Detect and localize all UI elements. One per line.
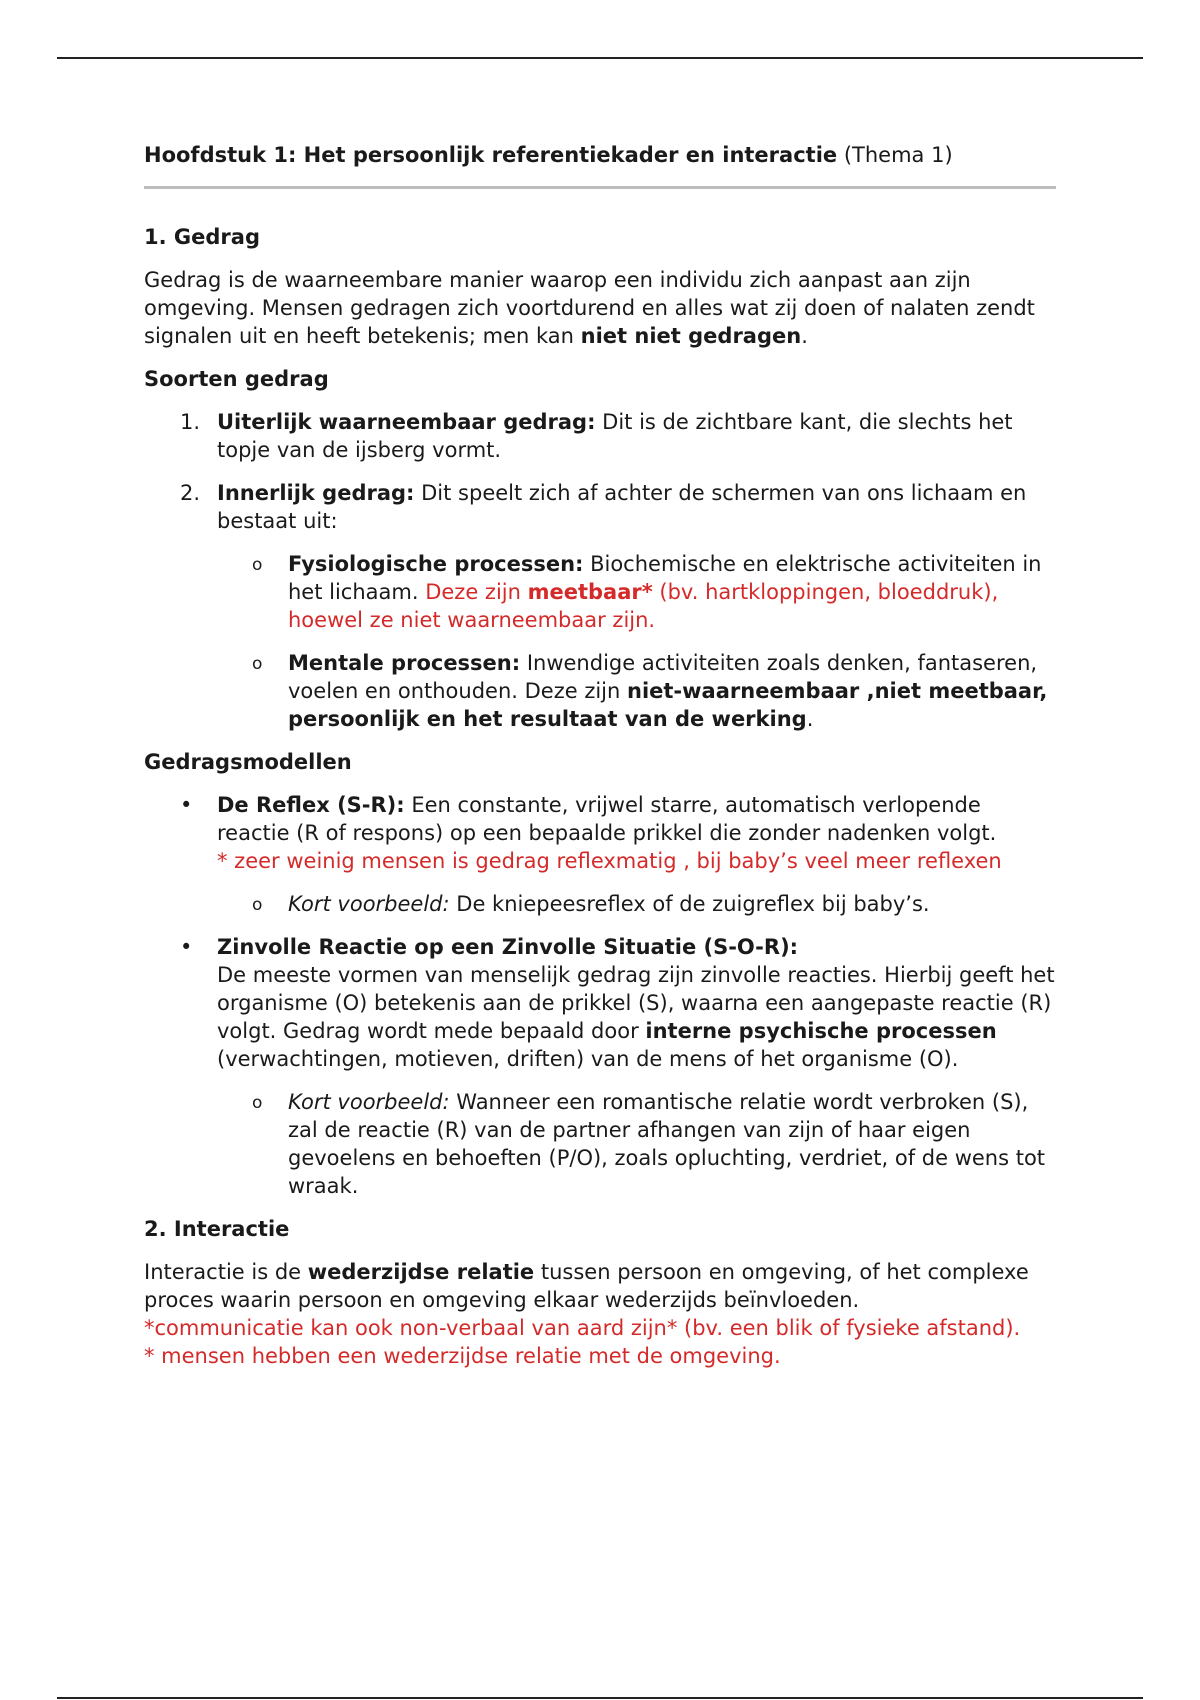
subheading-gedragsmodellen: Gedragsmodellen: [144, 750, 352, 774]
section-heading-gedrag: 1. Gedrag: [144, 225, 260, 249]
reflex-note: * zeer weinig mensen is gedrag reflexmatig , bij baby’s veel meer reflexen: [217, 849, 1002, 873]
list-item-innerlijk-gedrag: 2. Innerlijk gedrag: Dit speelt zich af achter de schermen van ons lichaam en bestaat uit:: [180, 481, 1027, 533]
chapter-title-bold: Hoofdstuk 1: Het persoonlijk referentiekader en interactie: [144, 143, 838, 167]
document-body: [144, 141, 1056, 1370]
page-bottom-rule: [57, 1697, 1143, 1699]
chapter-title-theme: (Thema 1): [843, 143, 953, 167]
circle-bullet-icon: o: [252, 1093, 263, 1113]
interactie-note-2: * mensen hebben een wederzijdse relatie met de omgeving.: [144, 1344, 781, 1368]
interactie-note-1: *communicatie kan ook non-verbaal van aard zijn* (bv. een blik of fysieke afstand).: [144, 1316, 1021, 1340]
interactie-definition: Interactie is de wederzijdse relatie tussen persoon en omgeving, of het complexe proces waarin persoon en omgeving elkaar wederzijds beïnvloeden. *communicatie kan ook non-verbaal van aard zijn* (bv. een blik of fysieke afstand). * mensen hebben een wederzijdse relatie met de omgeving.: [144, 1260, 1029, 1368]
sublist-item-sor-example: o Kort voorbeeld: Wanneer een romantische relatie wordt verbroken (S), zal de reactie (R) van de partner afhangen van zijn of haar eigen gevoelens en behoeften (P/O), zoals opluchting, verdriet, of de wens tot wraak.: [252, 1090, 1046, 1198]
page-top-rule: [57, 57, 1143, 59]
list-item-reflex-model: • De Reflex (S-R): Een constante, vrijwel starre, automatisch verlopende reactie (R of respons) op een bepaalde prikkel die zonder nadenken volgt. * zeer weinig mensen is gedrag reflexmatig , bij baby’s veel meer reflexen: [180, 793, 1002, 873]
chapter-title: [144, 141, 1056, 189]
subheading-soorten-gedrag: Soorten gedrag: [144, 367, 329, 391]
circle-bullet-icon: o: [252, 895, 263, 915]
gedrag-definition: Gedrag is de waarneembare manier waarop een individu zich aanpast aan zijn omgeving. Mensen gedragen zich voortdurend en alles wat zij doen of nalaten zendt signalen uit en heeft betekenis; men kan niet niet gedragen.: [144, 268, 1035, 348]
sublist-item-reflex-example: o Kort voorbeeld: De kniepeesreflex of de zuigreflex bij baby’s.: [144, 890, 1056, 918]
circle-bullet-icon: o: [252, 555, 263, 575]
bullet-icon: •: [180, 935, 193, 959]
list-item-sor-model: • Zinvolle Reactie op een Zinvolle Situatie (S-O-R): De meeste vormen van menselijk gedrag zijn zinvolle reacties. Hierbij geeft het organisme (O) betekenis aan de prikkel (S), waarna een aangepaste reactie (R) volgt. Gedrag wordt mede bepaald door interne psychische processen (verwachtingen, motieven, driften) van de mens of het organisme (O).: [180, 935, 1055, 1071]
list-item-uiterlijk-gedrag: 1. Uiterlijk waarneembaar gedrag: Dit is de zichtbare kant, die slechts het topje van de ijsberg vormt.: [180, 410, 1013, 462]
circle-bullet-icon: o: [252, 654, 263, 674]
bullet-icon: •: [180, 793, 193, 817]
section-heading-interactie: 2. Interactie: [144, 1217, 290, 1241]
sublist-item-mentale-processen: o Mentale processen: Inwendige activiteiten zoals denken, fantaseren, voelen en onthouden. Deze zijn niet-waarneembaar ,niet meetbaar, persoonlijk en het resultaat van de werking.: [252, 651, 1048, 731]
sublist-item-fysiologische-processen: o Fysiologische processen: Biochemische en elektrische activiteiten in het lichaam. Deze zijn meetbaar* (bv. hartkloppingen, bloeddruk), hoewel ze niet waarneembaar zijn.: [252, 552, 1042, 632]
